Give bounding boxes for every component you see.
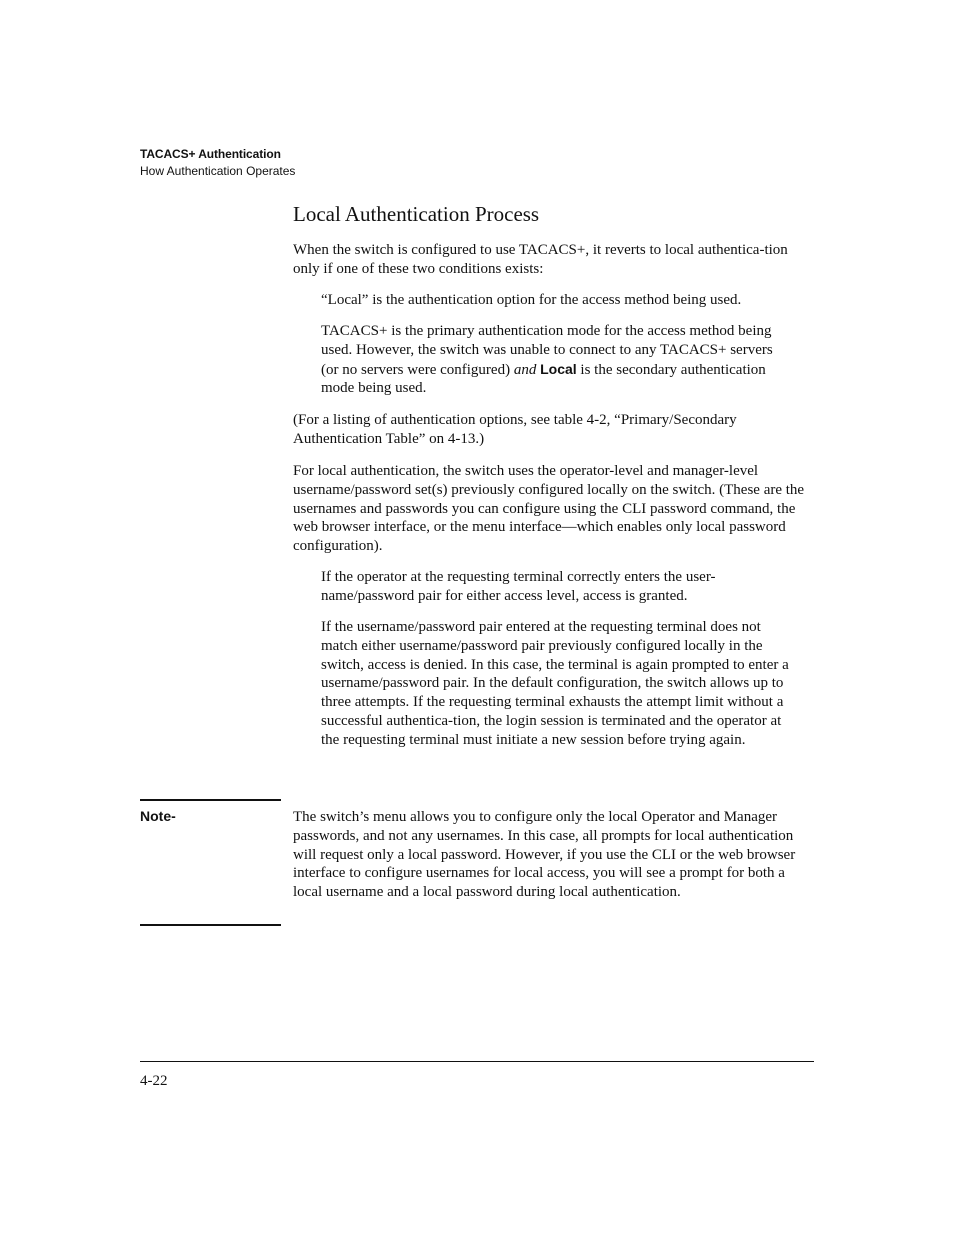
- section-title: Local Authentication Process: [293, 202, 540, 226]
- running-header-section: How Authentication Operates: [140, 164, 296, 178]
- listing-reference-paragraph: (For a listing of authentication options, see table 4-2, “Primary/Secondary Authentication Table” on 4-13.): [293, 412, 737, 447]
- note-rule-top: [140, 799, 281, 801]
- local-keyword: Local: [540, 360, 577, 377]
- condition-local-paragraph: “Local” is the authentication option for the access method being used.: [321, 292, 742, 308]
- condition-tacacs-paragraph: [321, 322, 791, 398]
- local-authentication-paragraph: For local authentication, the switch uses the operator-level and manager-level username/password set(s) previously configured locally on the switch. (These are the usernames and passwords you can configure using the CLI password command, the web browser interface, or the menu interface—which enables only local password configuration).: [293, 463, 805, 555]
- note-text: The switch’s menu allows you to configure only the local Operator and Manager passwords, and not any usernames. In this case, all prompts for local authentication will request only a local password. However, if you use the CLI or the web browser interface to configure usernames for local access, you will see a prompt for both a local username and a local password during local authentication.: [293, 809, 796, 901]
- condition-tacacs-text-end: is the secondary authentication mode being used.: [321, 361, 766, 397]
- condition-tacacs-text: TACACS+ is the primary authentication mode for the access method being used. However, the switch was unable to connect to any TACACS+ servers (or no servers were configured): [321, 323, 773, 378]
- running-header-chapter: TACACS+ Authentication: [140, 147, 281, 161]
- page-number: 4-22: [140, 1073, 168, 1089]
- intro-paragraph: When the switch is configured to use TACACS+, it reverts to local authentica-tion only if one of these two conditions exists:: [293, 242, 788, 277]
- footer-rule: [140, 1061, 814, 1062]
- note-label: Note-: [140, 808, 176, 824]
- note-rule-bottom: [140, 924, 281, 926]
- condition-and-emphasis: and: [513, 361, 537, 378]
- access-granted-paragraph: If the operator at the requesting terminal correctly enters the user-name/password pair for either access level, access is granted.: [321, 569, 716, 604]
- access-denied-paragraph: If the username/password pair entered at the requesting terminal does not match either username/password pair previously configured locally in the switch, access is denied. In this case, the terminal is again prompted to enter a username/password pair. In the default configuration, the switch allows up to three attempts. If the requesting terminal exhausts the attempt limit without a successful authentica-tion, the login session is terminated and the operator at the requesting terminal must initiate a new session before trying again.: [321, 619, 789, 748]
